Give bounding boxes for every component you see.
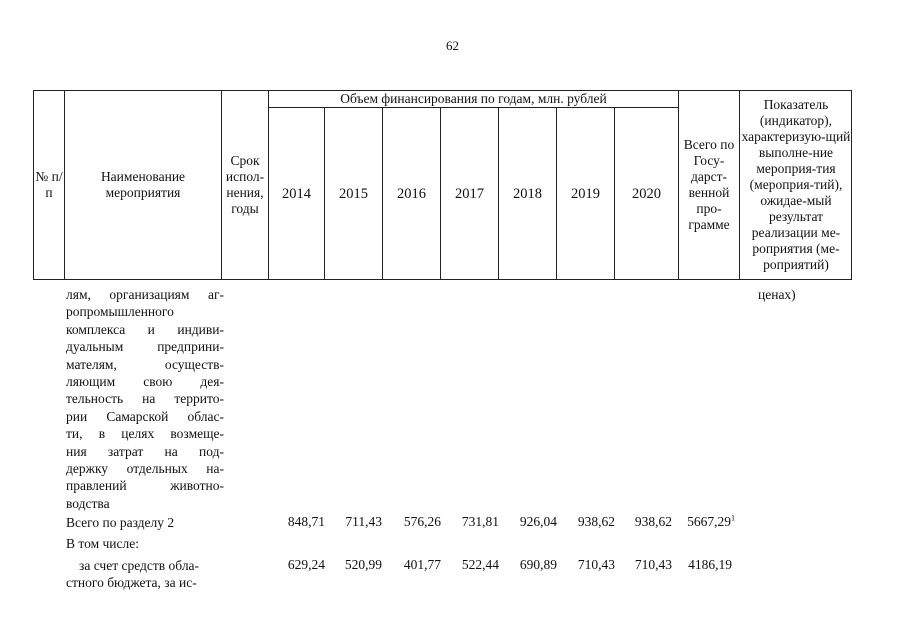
description-line: мателям, осуществ-	[66, 356, 224, 372]
label-line: за счет средств обла-	[79, 558, 200, 573]
page-number: 62	[446, 38, 459, 53]
value-2018: 926,04	[519, 514, 557, 529]
description-line: водства	[66, 495, 110, 511]
value-2019: 938,62	[577, 514, 615, 529]
value-2017: 731,81	[461, 514, 499, 529]
indicator-continuation: ценах)	[758, 287, 796, 302]
value-2020: 938,62	[634, 514, 672, 529]
description-line: ния затрат на под-	[66, 443, 224, 459]
header-indicator: Показатель (индикатор), характеризую-щий выполне-ние мероприя-тия (мероприя-тий), ожидае-мый результат реализации ме-роприятия (ме-роприятий)	[741, 97, 851, 272]
header-funding-group: Объем финансирования по годам, млн. рублей	[340, 90, 607, 106]
table-header	[33, 90, 852, 280]
header-no: № п/п	[35, 169, 63, 200]
total-value: 5667,29	[687, 514, 731, 529]
header-total: Всего по Госу-дарст-венной про-грамме	[683, 137, 735, 232]
value-2016: 576,26	[403, 514, 441, 529]
row-label-including: В том числе:	[66, 536, 139, 551]
description-line: комплекса и индиви-	[66, 321, 224, 337]
header-year: 2019	[571, 185, 600, 202]
description-line: правлений животно-	[66, 478, 224, 494]
header-year: 2014	[282, 185, 311, 202]
value-2016: 401,77	[403, 557, 441, 572]
header-year: 2015	[339, 185, 368, 202]
value-2014: 629,24	[287, 557, 325, 572]
description-line: держку отдельных на-	[66, 461, 224, 477]
header-year: 2017	[455, 185, 484, 202]
value-total: 4186,19	[688, 557, 732, 572]
label-line: стного бюджета, за ис-	[66, 575, 197, 590]
description-line: ляющим свою дея-	[66, 374, 224, 390]
value-2015: 711,43	[345, 514, 382, 529]
header-year: 2016	[397, 185, 426, 202]
measure-description	[66, 286, 224, 512]
description-line: тельность на террито-	[66, 391, 224, 407]
header-term: Срок испол-нения, годы	[225, 153, 265, 216]
value-2019: 710,43	[577, 557, 615, 572]
description-line: лям, организациям аг-	[66, 287, 224, 302]
value-2017: 522,44	[461, 557, 499, 572]
description-line: ти, в целях возмеще-	[66, 426, 224, 442]
header-name: Наименование мероприятия	[100, 169, 186, 200]
value-2018: 690,89	[519, 557, 557, 572]
description-line: дуальным предприни-	[66, 339, 224, 355]
header-year: 2020	[632, 185, 661, 202]
value-total	[679, 514, 735, 530]
description-line: ропромышленного	[66, 304, 174, 320]
footnote-mark: 1	[731, 513, 735, 523]
value-2015: 520,99	[344, 557, 382, 572]
description-line: рии Самарской облас-	[66, 408, 224, 424]
value-2014: 848,71	[287, 514, 325, 529]
row-label-regional-budget	[66, 557, 224, 591]
row-label-total: Всего по разделу 2	[66, 515, 175, 530]
value-2020: 710,43	[634, 557, 672, 572]
header-year: 2018	[513, 185, 542, 202]
